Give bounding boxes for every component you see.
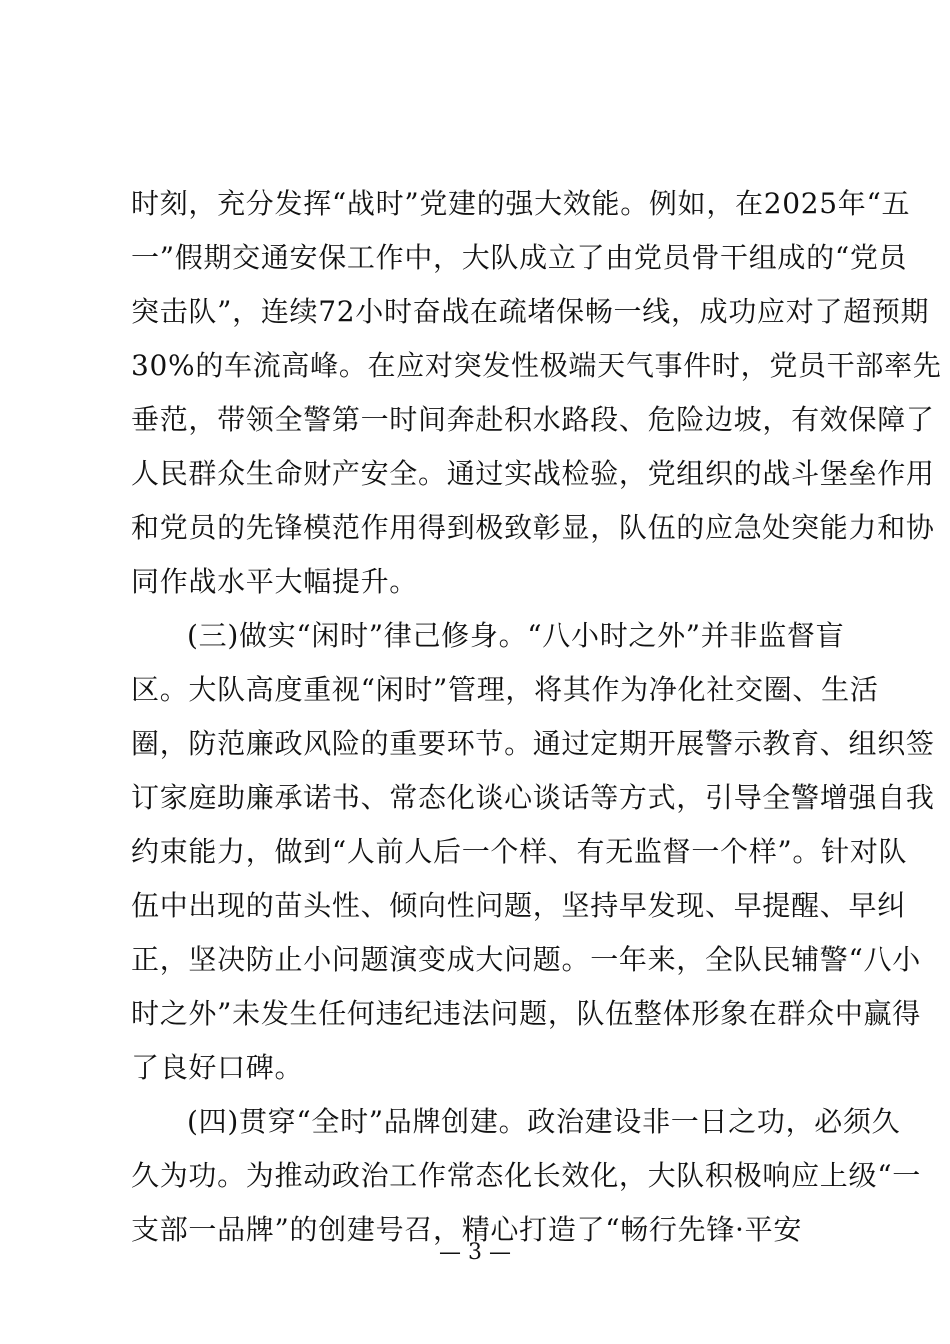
text-line: 垂范，带领全警第一时间奔赴积水路段、危险边坡，有效保障了 bbox=[131, 403, 935, 436]
text-line: 和党员的先锋模范作用得到极致彰显，队伍的应急处突能力和协 bbox=[131, 511, 935, 544]
body-text bbox=[131, 177, 942, 1257]
text-line: 区。大队高度重视“闲时”管理，将其作为净化社交圈、生活 bbox=[131, 673, 879, 706]
text-line: 伍中出现的苗头性、倾向性问题，坚持早发现、早提醒、早纠 bbox=[131, 889, 906, 922]
text-line: 订家庭助廉承诺书、常态化谈心谈话等方式，引导全警增强自我 bbox=[131, 781, 935, 814]
page-number: — 3 — bbox=[439, 1240, 511, 1265]
text-line: 突击队”，连续72小时奋战在疏堵保畅一线，成功应对了超预期 bbox=[131, 295, 930, 328]
text-line: 圈，防范廉政风险的重要环节。通过定期开展警示教育、组织签 bbox=[131, 727, 935, 760]
text-line: 了良好口碑。 bbox=[131, 1051, 304, 1084]
text-line: 久为功。为推动政治工作常态化长效化，大队积极响应上级“一 bbox=[131, 1159, 921, 1192]
text-line: 正，坚决防止小问题演变成大问题。一年来，全队民辅警“八小 bbox=[131, 943, 921, 976]
text-line: 人民群众生命财产安全。通过实战检验，党组织的战斗堡垒作用 bbox=[131, 457, 935, 490]
text-line: 时刻，充分发挥“战时”党建的强大效能。例如，在2025年“五 bbox=[131, 187, 911, 220]
text-line: 约束能力，做到“人前人后一个样、有无监督一个样”。针对队 bbox=[131, 835, 908, 868]
text-line: 同作战水平大幅提升。 bbox=[131, 565, 419, 598]
text-line: 一”假期交通安保工作中，大队成立了由党员骨干组成的“党员 bbox=[131, 241, 908, 274]
section-heading-line: (三)做实“闲时”律己修身。“八小时之外”并非监督盲 bbox=[187, 619, 845, 652]
text-line: 支部一品牌”的创建号召，精心打造了“畅行先锋·平安 bbox=[131, 1213, 803, 1246]
section-heading-line: (四)贯穿“全时”品牌创建。政治建设非一日之功，必须久 bbox=[187, 1105, 901, 1138]
text-line: 时之外”未发生任何违纪违法问题，队伍整体形象在群众中赢得 bbox=[131, 997, 921, 1030]
text-line: 30%的车流高峰。在应对突发性极端天气事件时，党员干部率先 bbox=[131, 349, 942, 382]
